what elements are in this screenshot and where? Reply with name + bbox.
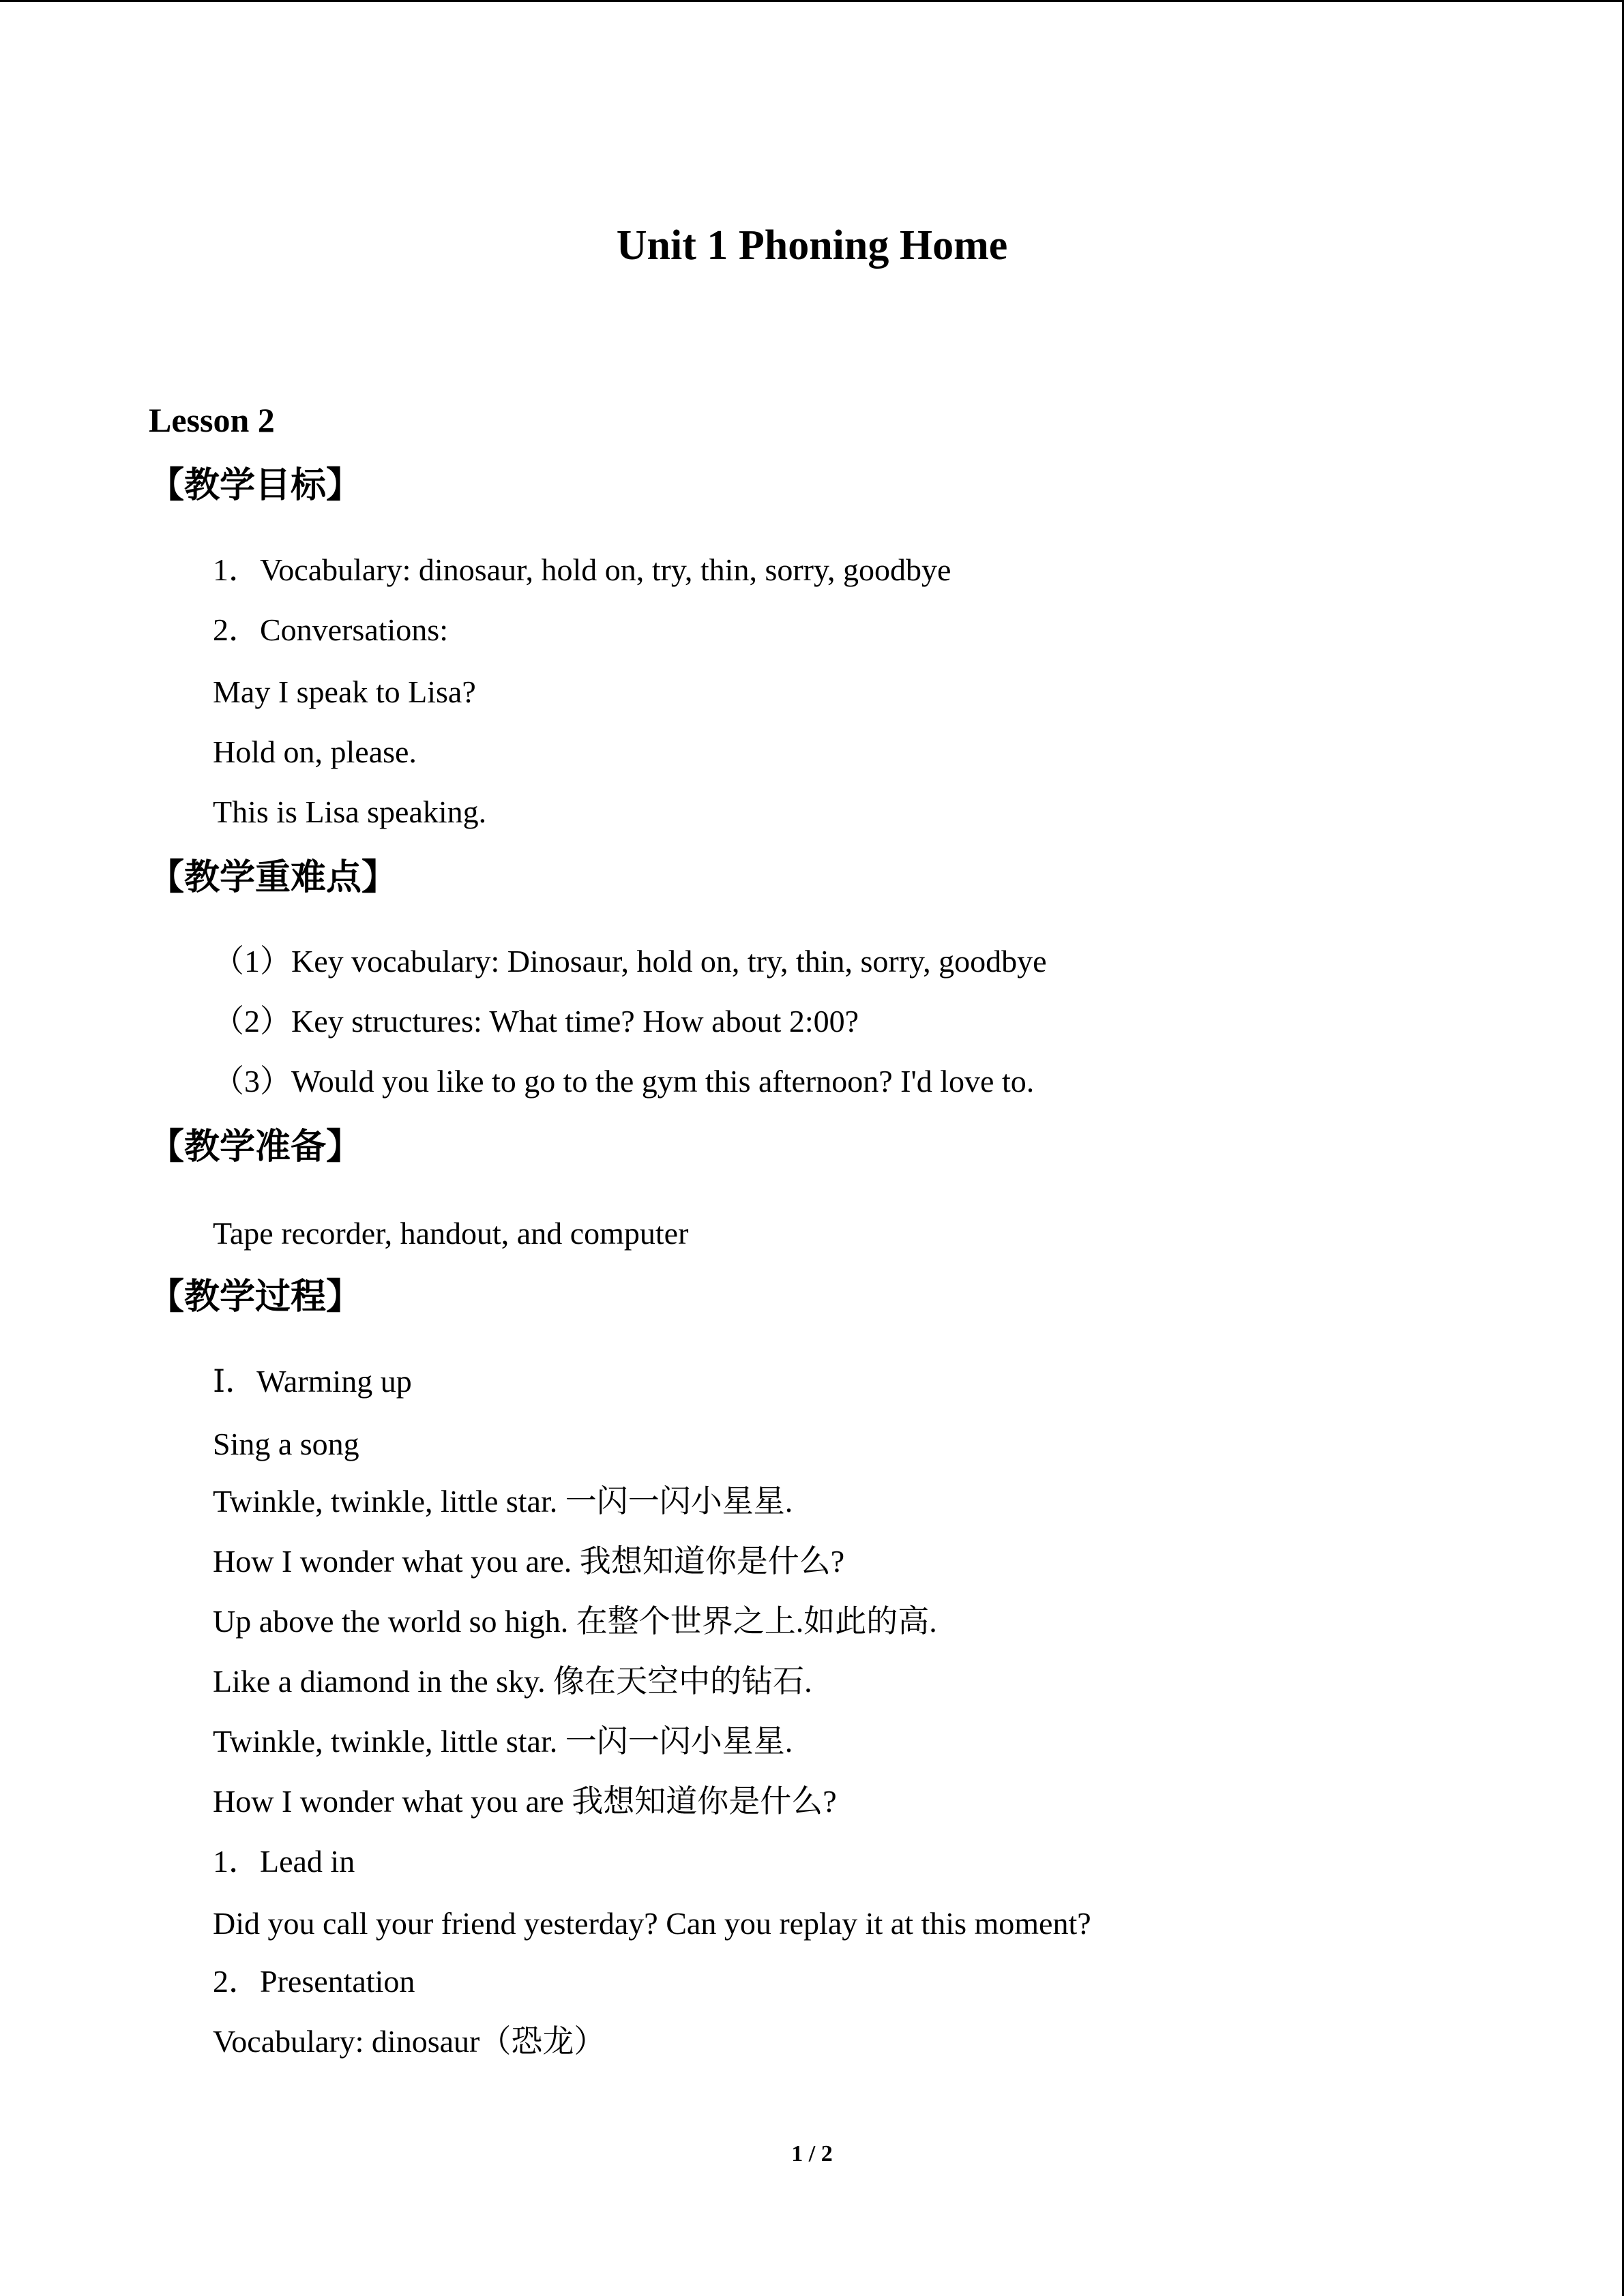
section-heading-key-points: 【教学重难点】 — [149, 857, 398, 898]
objective-line: 2．Conversations: — [213, 612, 448, 647]
objective-line: Hold on, please. — [213, 734, 417, 769]
key-point-line: （1）Key vocabulary: Dinosaur, hold on, try, thin, sorry, goodbye — [213, 944, 1047, 979]
process-line: 2．Presentation — [213, 1964, 415, 1999]
process-line: Did you call your friend yesterday? Can you replay it at this moment? — [213, 1906, 1091, 1941]
process-line: Twinkle, twinkle, little star. 一闪一闪小星星. — [213, 1724, 793, 1759]
process-line: Like a diamond in the sky. 像在天空中的钻石. — [213, 1664, 812, 1699]
objective-line: May I speak to Lisa? — [213, 674, 476, 709]
process-line: Sing a song — [213, 1427, 359, 1461]
document-title: Unit 1 Phoning Home — [616, 222, 1008, 269]
process-line: How I wonder what you are. 我想知道你是什么? — [213, 1544, 845, 1579]
section-heading-process: 【教学过程】 — [149, 1277, 362, 1317]
section-heading-objectives: 【教学目标】 — [149, 465, 362, 506]
preparation-line: Tape recorder, handout, and computer — [213, 1216, 689, 1251]
process-line: Vocabulary: dinosaur（恐龙） — [213, 2024, 606, 2059]
process-line: How I wonder what you are 我想知道你是什么? — [213, 1784, 837, 1819]
key-point-line: （2）Key structures: What time? How about 2:00? — [213, 1004, 859, 1039]
process-line: 1．Lead in — [213, 1844, 355, 1879]
process-line: Ⅰ．Warming up — [213, 1364, 412, 1399]
page-number: 1 / 2 — [791, 2141, 833, 2166]
process-line: Up above the world so high. 在整个世界之上.如此的高. — [213, 1604, 937, 1639]
lesson-label: Lesson 2 — [149, 401, 275, 439]
process-line: Twinkle, twinkle, little star. 一闪一闪小星星. — [213, 1484, 793, 1519]
key-point-line: （3）Would you like to go to the gym this afternoon? I'd love to. — [213, 1064, 1035, 1099]
objective-line: 1．Vocabulary: dinosaur, hold on, try, thin, sorry, goodbye — [213, 552, 951, 587]
section-heading-preparation: 【教学准备】 — [149, 1127, 362, 1167]
objective-line: This is Lisa speaking. — [213, 794, 487, 829]
